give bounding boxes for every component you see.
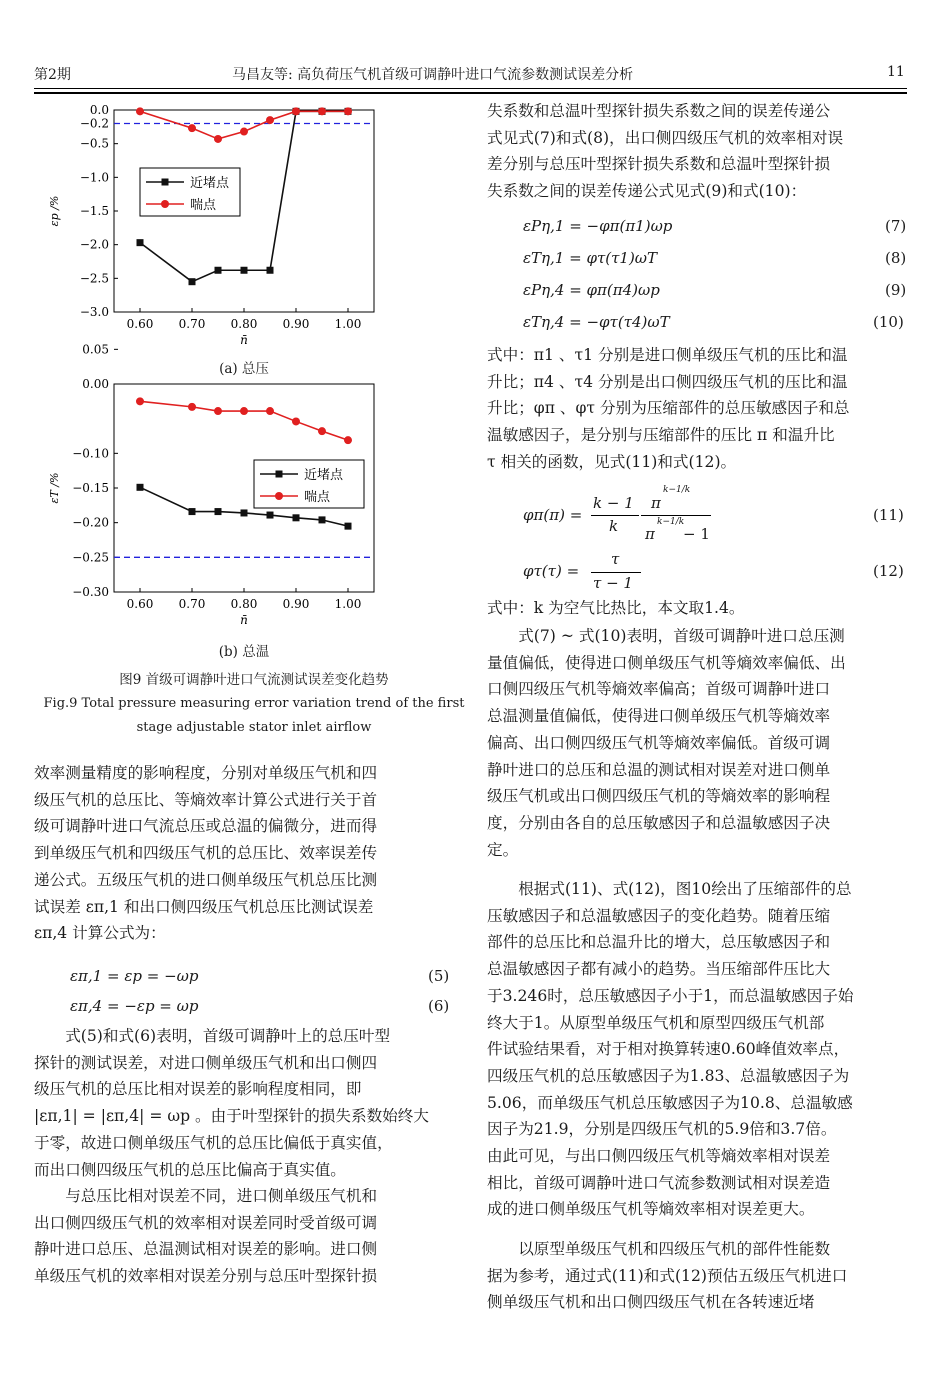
right-paragraph-6: 以原型单级压气机和四级压气机的部件性能数 据为参考，通过式(11)和式(12)预估五级压气机进口 侧单级压气机和出口侧四级压气机在各转速近堵 xyxy=(487,1240,848,1312)
y-tick-label: −3.0 xyxy=(79,305,109,319)
y-axis-label: εp /% xyxy=(48,195,61,227)
data-point xyxy=(189,508,196,515)
legend-marker xyxy=(162,179,169,186)
left-paragraph-2: 式(5)和式(6)表明，首级可调静叶上的总压叶型 探针的测试误差，对进口侧单级压气机和出口侧四 级压气机的总压比相对误差的影响程度相同，即 |επ,1| = |επ,4| = ωp 。由于叶型探针的损失系数始终大 于零，故进口侧单级压气机的总压比偏低于真实值， 而出口侧四级压气机的总压比偏高于真实值。 xyxy=(34,1027,429,1179)
data-point xyxy=(215,267,222,274)
x-tick-label: 1.00 xyxy=(334,317,362,331)
x-tick-label: 0.90 xyxy=(282,317,310,331)
data-point xyxy=(215,508,222,515)
right-paragraph-2: 式中：π1 、τ1 分别是进口侧单级压气机的压比和温 升比；π4 、τ4 分别是出口侧四级压气机的压比和温 升比；φπ 、φτ 分别为压缩部件的总压敏感因子和总 温敏感因子，是分别与压缩部件的压比 π 和温升比 τ 相关的函数，见式(11)和式(12)。 xyxy=(487,346,850,471)
data-point xyxy=(137,484,144,491)
data-point xyxy=(344,436,352,444)
x-axis-label: n̄ xyxy=(240,613,248,627)
header-rule-thick xyxy=(34,92,907,94)
data-point xyxy=(292,417,300,425)
equation-8-number: (8) xyxy=(885,249,907,267)
legend-label: 喘点 xyxy=(304,490,331,505)
equation-11: φπ(π) = k − 1 k π k−1/k π k−1/k − 1 xyxy=(523,485,710,543)
y-tick-label: −0.15 xyxy=(72,481,109,495)
y-tick-label: −0.30 xyxy=(72,585,109,599)
y-tick-label: −2.0 xyxy=(79,237,109,252)
y-tick-label: −0.20 xyxy=(72,515,109,530)
legend-label: 近堵点 xyxy=(190,176,230,191)
data-point xyxy=(267,512,274,519)
equation-9-number: (9) xyxy=(885,281,907,299)
y-tick-label: −0.25 xyxy=(72,550,109,565)
data-point xyxy=(344,107,352,115)
data-point xyxy=(136,107,144,115)
left-paragraph-1: 效率测量精度的影响程度，分别对单级压气机和四 级压气机的总压比、等熵效率计算公式进行关于首 级可调静叶进口气流总压或总温的偏微分，进而得 到单级压气机和四级压气机的总压比、效率误差传 递公式。五级压气机的进口侧单级压气机总压比测 试误差 επ,1 和出口侧四级压气机总压比测试误差 επ,4 计算公式为： xyxy=(34,764,378,943)
equation-5-number: (5) xyxy=(428,967,450,985)
issue-label: 第2期 xyxy=(34,67,71,83)
data-point xyxy=(137,239,144,246)
equation-7-number: (7) xyxy=(885,217,907,235)
y-tick-label: 0.00 xyxy=(82,377,109,391)
figure-caption-cn: 图9 首级可调静叶进口气流测试误差变化趋势 xyxy=(119,672,389,688)
y-tick-label: −1.5 xyxy=(79,204,109,218)
legend-marker xyxy=(275,492,283,500)
x-tick-label: 1.00 xyxy=(334,597,362,611)
x-tick-label: 0.70 xyxy=(178,317,206,331)
x-axis-label: n̄ xyxy=(240,333,248,347)
data-point xyxy=(293,514,300,521)
figure-caption-en-2: stage adjustable stator inlet airflow xyxy=(136,720,372,735)
equation-9: εPη,4 = φπ(π4)ωp xyxy=(523,281,660,299)
subcaption-a: (a) 总压 xyxy=(219,361,269,377)
left-paragraph-3: 与总压比相对误差不同，进口侧单级压气机和 出口侧四级压气机的效率相对误差同时受首级可调 静叶进口总压、总温测试相对误差的影响。进口侧 单级压气机的效率相对误差分别与总压叶型探针损 xyxy=(34,1187,378,1286)
x-tick-label: 0.80 xyxy=(230,317,258,331)
right-paragraph-4: 式(7) ~ 式(10)表明，首级可调静叶进口总压测 量值偏低，使得进口侧单级压气机等熵效率偏低、出 口侧四级压气机等熵效率偏高；首级可调静叶进口 总温测量值偏低，使得进口侧单级压气机等熵效率 偏高、出口侧四级压气机等熵效率偏低。首级可调 静叶进口的总压和总温的测试相对误差对进口侧单 级压气机或出口侧四级压气机的等熵效率的影响程 度，分别由各自的总压敏感因子和总温敏感因子决 定。 xyxy=(487,627,846,859)
data-point xyxy=(266,116,274,124)
y-tick-label: 0.0 xyxy=(89,103,109,117)
data-point xyxy=(241,509,248,516)
page-number: 11 xyxy=(887,64,905,80)
equation-12-number: (12) xyxy=(873,562,904,580)
data-point xyxy=(266,407,274,415)
equation-10-number: (10) xyxy=(873,313,904,331)
equation-10: εTη,4 = −φτ(τ4)ωT xyxy=(523,313,670,331)
equation-6: επ,4 = −εp = ωp xyxy=(70,997,199,1015)
equation-5: επ,1 = εp = −ωp xyxy=(70,967,199,985)
x-tick-label: 0.80 xyxy=(230,597,258,611)
data-point xyxy=(188,124,196,132)
legend-label: 近堵点 xyxy=(304,468,344,483)
header-rule xyxy=(34,88,907,89)
data-point xyxy=(214,407,222,415)
data-point xyxy=(345,523,352,530)
right-paragraph-1: 失系数和总温叶型探针损失系数之间的误差传递公 式见式(7)和式(8)，出口侧四级压气机的效率相对误 差分别与总压叶型探针损失系数和总温叶型探针损 失系数之间的误差传递公式见式(9)和式(10)： xyxy=(487,102,844,201)
data-point xyxy=(318,107,326,115)
data-point xyxy=(292,107,300,115)
y-axis-label: εT /% xyxy=(48,472,61,504)
equation-8: εTη,1 = φτ(τ1)ωT xyxy=(523,249,658,267)
y-tick-label: −0.5 xyxy=(79,136,109,151)
equation-12: φτ(τ) = τ τ − 1 xyxy=(523,550,723,596)
data-point xyxy=(241,267,248,274)
data-point xyxy=(267,267,274,274)
figure-caption-en-1: Fig.9 Total pressure measuring error variation trend of the first xyxy=(43,696,465,711)
x-tick-label: 0.90 xyxy=(282,597,310,611)
equation-7: εPη,1 = −φπ(π1)ωp xyxy=(523,217,673,235)
subcaption-b: (b) 总温 xyxy=(218,644,270,660)
data-point xyxy=(318,427,326,435)
data-point xyxy=(240,128,248,136)
legend-marker xyxy=(161,200,169,208)
right-paragraph-3: 式中：k 为空气比热比，本文取1.4。 xyxy=(487,599,745,617)
y-tick-label: −2.5 xyxy=(79,271,109,286)
equation-11-number: (11) xyxy=(873,506,904,524)
y-tick-label: 0.05 xyxy=(82,342,109,357)
data-point xyxy=(214,135,222,143)
legend-label: 喘点 xyxy=(190,198,217,213)
right-paragraph-5: 根据式(11)、式(12)，图10绘出了压缩部件的总 压敏感因子和总温敏感因子的变化趋势。随着压缩 部件的总压比和总温升比的增大，总压敏感因子和 总温敏感因子都有减小的趋势。当压缩部件压比大 于3.246时，总压敏感因子小于1，而总温敏感因子始 终大于1。从原型单级压气机和原型四级压气机部 件试验结果看，对于相对换算转速0.60峰值效率点， 四级压气机的总压敏感因子为1.83、总温敏感因子为 5.06，而单级压气机总压敏感因子为10.8、总温敏感 因子为21.9，分别是四级压气机的5.9倍和3.7倍。 由此可见，与出口侧四级压气机等熵效率相对误差 相比，首级可调静叶进口气流参数测试相对误差造 成的进口侧单级压气机等熵效率相对误差更大。 xyxy=(487,880,854,1219)
x-tick-label: 0.60 xyxy=(126,317,154,331)
running-title: 马昌友等: 高负荷压气机首级可调静叶进口气流参数测试误差分析 xyxy=(232,67,634,83)
data-point xyxy=(189,278,196,285)
data-point xyxy=(188,403,196,411)
y-tick-label: −1.0 xyxy=(79,170,109,185)
data-point xyxy=(240,407,248,415)
y-tick-label: −0.2 xyxy=(79,116,109,131)
data-point xyxy=(319,516,326,523)
equation-6-number: (6) xyxy=(428,997,450,1015)
data-point xyxy=(136,397,144,405)
x-tick-label: 0.60 xyxy=(126,597,154,611)
legend-marker xyxy=(276,471,283,478)
chart-total-pressure xyxy=(34,100,444,360)
x-tick-label: 0.70 xyxy=(178,597,206,611)
y-tick-label: −0.10 xyxy=(72,446,109,461)
